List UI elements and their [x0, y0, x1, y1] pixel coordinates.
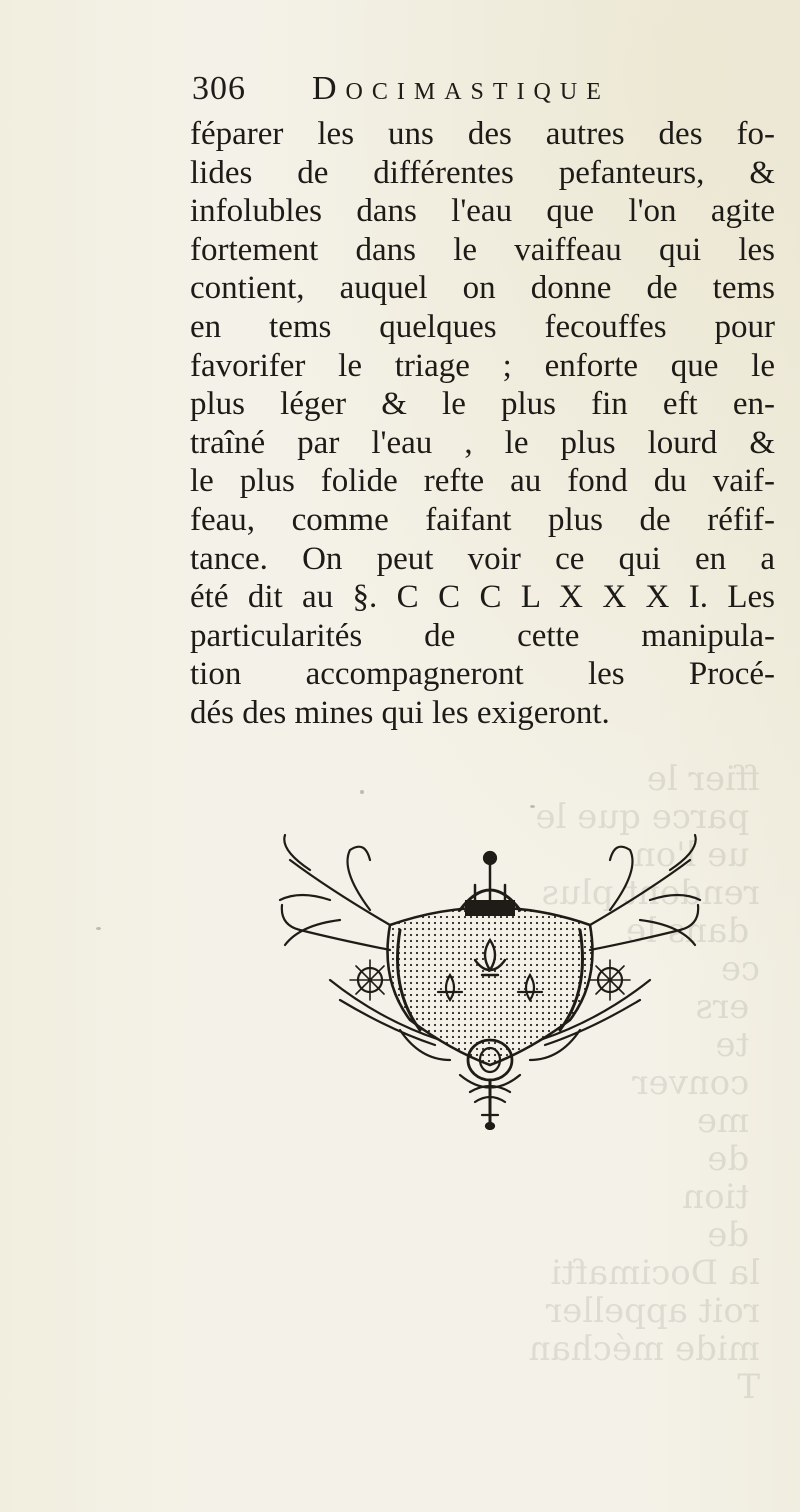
text-line: lides de différentes pefanteurs, &	[190, 154, 775, 191]
show-through-text: ffier le parce que le ue l'on rendent plus dans le ce ers te conver me de tion de la Docimafti roit appeller mide méchan T	[528, 759, 760, 1407]
fleuron-tailpiece-icon	[270, 830, 710, 1130]
text-line: tance. On peut voir ce qui en a	[190, 540, 775, 577]
ink-speck	[530, 805, 535, 808]
text-line: favorifer le triage ; enforte que le	[190, 347, 775, 384]
text-line: traîné par l'eau , le plus lourd &	[190, 424, 775, 461]
text-line: dés des mines qui les exigeront.	[190, 694, 610, 731]
running-head: Docimastique	[312, 70, 610, 107]
body-text	[190, 115, 780, 733]
text-line: été dit au §. C C C L X X X I. Les	[190, 579, 775, 616]
text-line: feau, comme faifant plus de réfif-	[190, 501, 775, 538]
text-line: particularités de cette manipula-	[190, 617, 775, 654]
text-line: en tems quelques fecouffes pour	[190, 308, 775, 345]
text-line: contient, auquel on donne de tems	[190, 270, 775, 307]
page-header	[192, 70, 752, 114]
text-line: le plus folide refte au fond du vaif-	[190, 463, 775, 500]
text-line: féparer les uns des autres des fo-	[190, 116, 775, 152]
text-line: infolubles dans l'eau que l'on agite	[190, 193, 775, 230]
text-line: tion accompagneront les Procé-	[190, 656, 775, 693]
ink-speck	[96, 927, 101, 930]
ink-speck	[360, 790, 364, 794]
text-line: fortement dans le vaiffeau qui les	[190, 231, 775, 268]
text-line: plus léger & le plus fin eft en-	[190, 386, 775, 423]
page-number: 306	[192, 70, 246, 107]
